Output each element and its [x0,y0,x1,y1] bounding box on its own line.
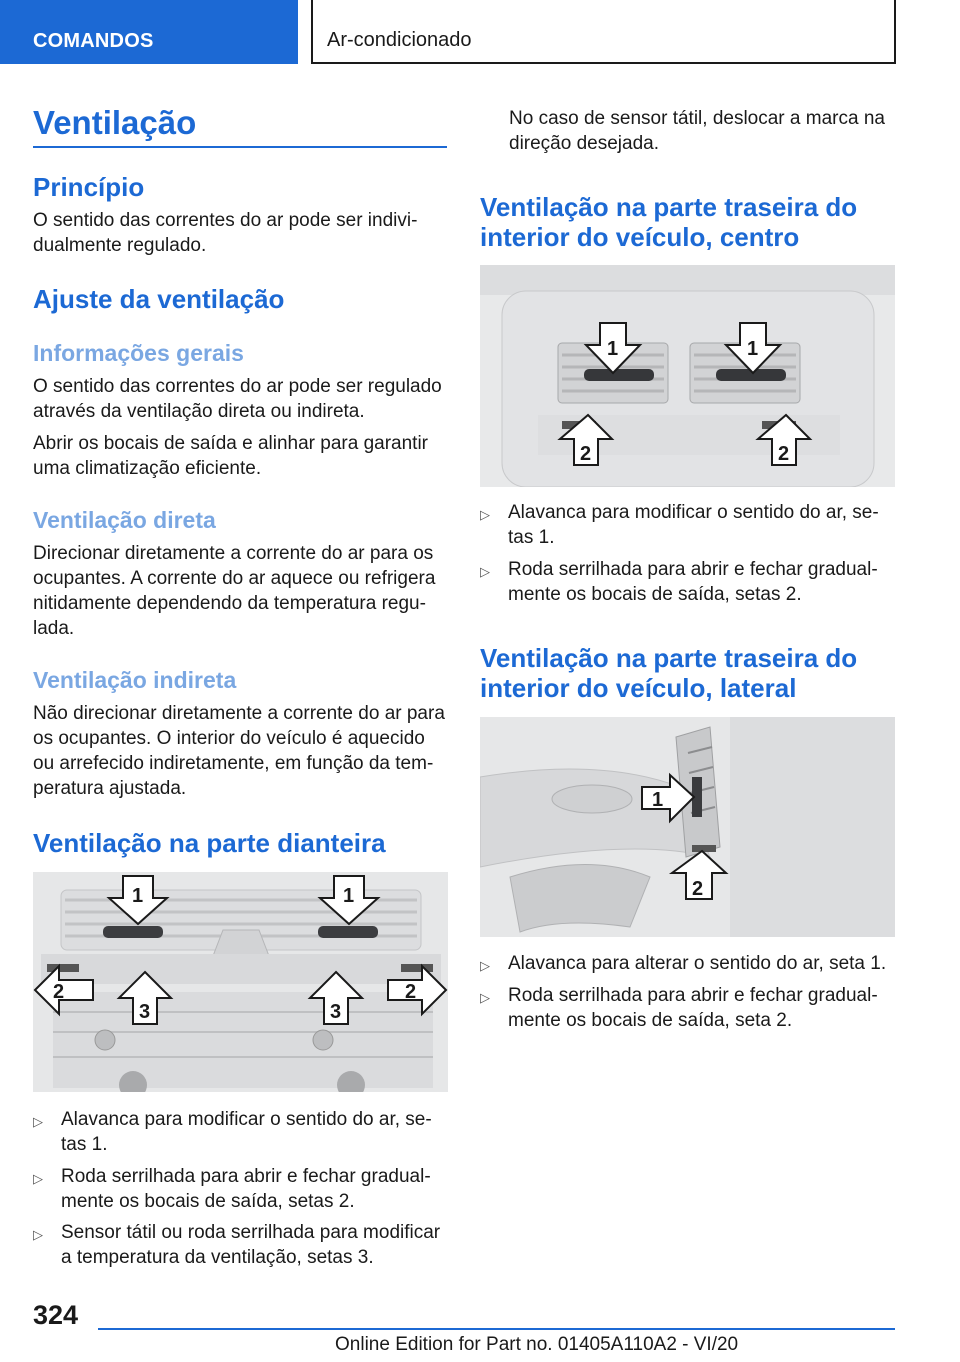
indirect-heading: Ventilação indireta [33,667,237,693]
indirect-text: Não direcionar diretamente a corrente do ar para os ocupantes. O interior do veículo é aquecido ou arrefecido indiretamente, em função da tem- peratura ajustada. [33,703,445,799]
label-2: 2 [692,878,704,900]
label-3a: 3 [139,1001,151,1023]
bullet-triangle-icon: ▷ [33,1227,43,1242]
chapter-label: Ar-condicionado [327,29,472,51]
rear-center-vents-figure [480,265,895,487]
touch-sensor-text: No caso de sensor tátil, deslocar a marca na direção desejada. [509,108,885,154]
bullet-triangle-icon: ▷ [480,990,490,1005]
front-bullet-1: ▷ Alavanca para modificar o sentido do ar, se- tas 1. [33,1109,432,1155]
bullet-triangle-icon: ▷ [480,564,490,579]
label-2b: 2 [405,981,417,1003]
label-1b: 1 [343,885,355,907]
label-3b: 3 [330,1001,342,1023]
label-2a: 2 [53,981,65,1003]
label-2a: 2 [580,443,592,465]
front-bullet-3: ▷ Sensor tátil ou roda serrilhada para modificar a temperatura da ventilação, setas 3. [33,1222,441,1268]
footer-rule [98,1328,895,1330]
rear-side-bullet-2: ▷ Roda serrilhada para abrir e fechar gradual- mente os bocais de saída, seta 2. [480,985,878,1031]
page-number: 324 [33,1300,79,1330]
bullet-triangle-icon: ▷ [480,958,490,973]
rear-center-heading: Ventilação na parte traseira do interior do veículo, centro [480,192,858,252]
label-1a: 1 [607,338,619,360]
general-text-2: Abrir os bocais de saída e alinhar para garantir uma climatização eficiente. [33,433,429,479]
label-1b: 1 [747,338,759,360]
section-tab [0,0,298,64]
title-rule [33,146,447,148]
general-heading: Informações gerais [33,340,244,366]
label-2b: 2 [778,443,790,465]
front-heading: Ventilação na parte dianteira [33,828,386,858]
front-vents-figure [33,872,448,1092]
page-title: Ventilação [33,104,197,141]
label-1: 1 [652,789,664,811]
adjust-heading: Ajuste da ventilação [33,284,285,314]
edition-note: Online Edition for Part no. 01405A110A2 - VI/20 [335,1334,739,1355]
front-bullet-2: ▷ Roda serrilhada para abrir e fechar gradual- mente os bocais de saída, setas 2. [33,1166,431,1212]
direct-heading: Ventilação direta [33,507,216,533]
rear-center-bullet-2: ▷ Roda serrilhada para abrir e fechar gradual- mente os bocais de saída, setas 2. [480,559,878,605]
bullet-triangle-icon: ▷ [480,507,490,522]
chapter-tab [311,0,896,64]
section-label: COMANDOS [33,30,154,52]
rear-side-heading: Ventilação na parte traseira do interior do veículo, lateral [480,643,858,703]
principle-text: O sentido das correntes do ar pode ser indivi- dualmente regulado. [33,210,418,256]
principle-heading: Princípio [33,172,145,202]
bullet-triangle-icon: ▷ [33,1114,43,1129]
direct-text: Direcionar diretamente a corrente do ar para os ocupantes. A corrente do ar aquece ou refrigera nitidamente dependendo da temperatura regu- lada. [33,543,436,639]
rear-side-bullet-1: ▷ Alavanca para alterar o sentido do ar, seta 1. [480,951,895,976]
rear-side-vents-figure [480,717,895,937]
bullet-triangle-icon: ▷ [33,1171,43,1186]
rear-center-bullet-1: ▷ Alavanca para modificar o sentido do ar, se- tas 1. [480,502,879,548]
label-1a: 1 [132,885,144,907]
general-text-1: O sentido das correntes do ar pode ser regulado através da ventilação direta ou indireta. [33,376,442,422]
